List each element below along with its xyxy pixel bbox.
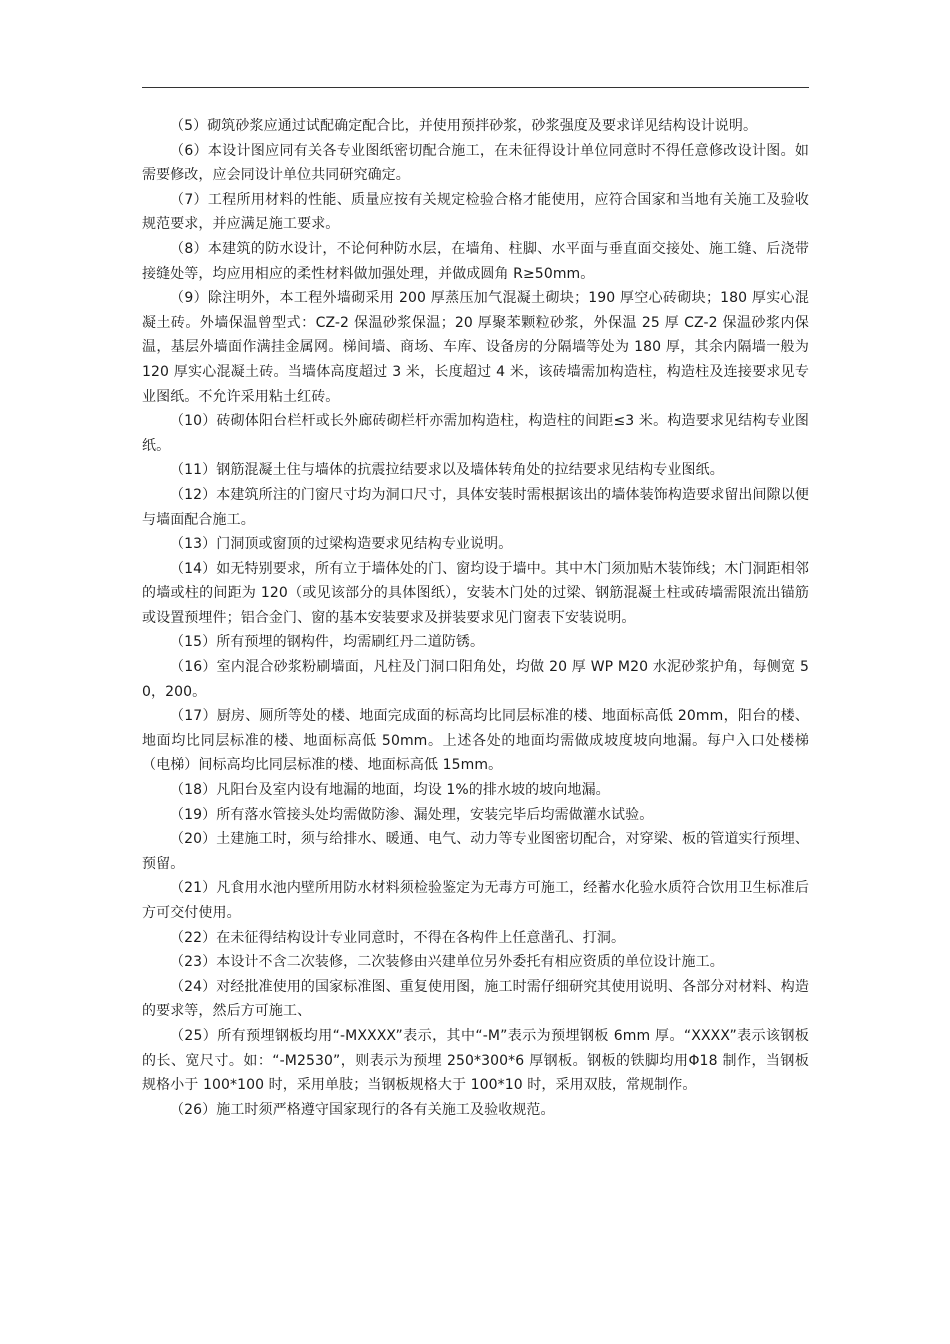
paragraph-22: （22）在未征得结构设计专业同意时，不得在各构件上任意凿孔、打洞。: [170, 929, 626, 946]
paragraph-14: （14）如无特别要求，所有立于墙体处的门、窗均设于墙中。其中木门须加贴木装饰线；木门洞距相邻的墙或柱的间距为 120（或见该部分的具体图纸），安装木门处的过梁、钢筋混凝土柱或砖墙需限流出锚筋或设置预埋件；铝合金门、窗的基本安装要求及拼装要求见门窗表下安装说明。: [142, 560, 809, 626]
paragraph-10: （10）砖砌体阳台栏杆或长外廊砖砌栏杆亦需加构造柱，构造柱的间距≤3 米。构造要求见结构专业图纸。: [142, 413, 809, 454]
paragraph-6: （6）本设计图应同有关各专业图纸密切配合施工，在未征得设计单位同意时不得任意修改设计图。如需要修改，应会同设计单位共同研究确定。: [142, 142, 809, 184]
header-rule: [142, 87, 809, 88]
paragraph-11: （11）钢筋混凝土住与墙体的抗震拉结要求以及墙体转角处的拉结要求见结构专业图纸。: [170, 462, 724, 479]
paragraph-25: （25）所有预埋钢板均用“-MXXXX”表示，其中“-M”表示为预埋钢板 6mm 厚。“XXXX”表示该钢板的长、宽尺寸。如：“-M2530”，则表示为预埋 250*300*6 厚钢板。钢板的铁脚均用Φ18 制作，当钢板规格小于 100*100 时，采用单肢；当钢板规格大于 100*10 时，采用双肢，常规制作。: [142, 1027, 809, 1094]
paragraph-5: （5）砌筑砂浆应通过试配确定配合比，并使用预拌砂浆，砂浆强度及要求详见结构设计说明。: [170, 118, 758, 134]
paragraph-26: （26）施工时须严格遵守国家现行的各有关施工及验收规范。: [170, 1101, 555, 1118]
paragraph-23: （23）本设计不含二次装修，二次装修由兴建单位另外委托有相应资质的单位设计施工。: [170, 954, 724, 971]
paragraph-9: （9）除注明外，本工程外墙砌采用 200 厚蒸压加气混凝土砌块；190 厚空心砖砌块；180 厚实心混凝土砖。外墙保温曾型式：CZ-2 保温砂浆保温；20 厚聚苯颗粒砂浆，外保温 25 厚 CZ-2 保温砂浆内保温，基层外墙面作满挂金属网。梯间墙、商场、车库、设备房的分隔墙等处为 180 厚，其余内隔墙一般为 120 厚实心混凝土砖。当墙体高度超过 3 米，长度超过 4 米，该砖墙需加构造柱，构造柱及连接要求见专业图纸。不允许采用粘土红砖。: [142, 290, 809, 405]
paragraph-18: （18）凡阳台及室内设有地漏的地面，均设 1%的排水坡的坡向地漏。: [170, 782, 610, 799]
paragraph-13: （13）门洞顶或窗顶的过梁构造要求见结构专业说明。: [170, 536, 513, 553]
paragraph-16: （16）室内混合砂浆粉刷墙面，凡柱及门洞口阳角处，均做 20 厚 WP M20 水泥砂浆护角，每侧宽 50，200。: [142, 659, 809, 700]
document-body: [142, 114, 809, 1122]
paragraph-8: （8）本建筑的防水设计，不论何种防水层，在墙角、柱脚、水平面与垂直面交接处、施工缝、后浇带接缝处等，均应用相应的柔性材料做加强处理，并做成圆角 R≥50mm。: [142, 240, 809, 282]
paragraph-7: （7）工程所用材料的性能、质量应按有关规定检验合格才能使用，应符合国家和当地有关施工及验收规范要求，并应满足施工要求。: [142, 191, 809, 233]
paragraph-19: （19）所有落水管接头处均需做防渗、漏处理，安装完毕后均需做灌水试验。: [170, 806, 654, 823]
paragraph-24: （24）对经批准使用的国家标准图、重复使用图，施工时需仔细研究其使用说明、各部分对材料、构造的要求等，然后方可施工、: [142, 978, 809, 1020]
paragraph-20: （20）土建施工时，须与给排水、暖通、电气、动力等专业图密切配合，对穿梁、板的管道实行预埋、预留。: [142, 831, 809, 872]
paragraph-12: （12）本建筑所注的门窗尺寸均为洞口尺寸，具体安装时需根据该出的墙体装饰构造要求留出间隙以便与墙面配合施工。: [142, 486, 809, 528]
paragraph-17: （17）厨房、厕所等处的楼、地面完成面的标高均比同层标准的楼、地面标高低 20mm，阳台的楼、地面均比同层标准的楼、地面标高低 50mm。上述各处的地面均需做成坡度坡向地漏。每户入口处楼梯（电梯）间标高均比同层标准的楼、地面标高低 15mm。: [142, 708, 809, 774]
paragraph-15: （15）所有预埋的钢构件，均需刷红丹二道防锈。: [170, 634, 485, 651]
paragraph-21: （21）凡食用水池内壁所用防水材料须检验鉴定为无毒方可施工，经蓄水化验水质符合饮用卫生标准后方可交付使用。: [142, 880, 809, 921]
